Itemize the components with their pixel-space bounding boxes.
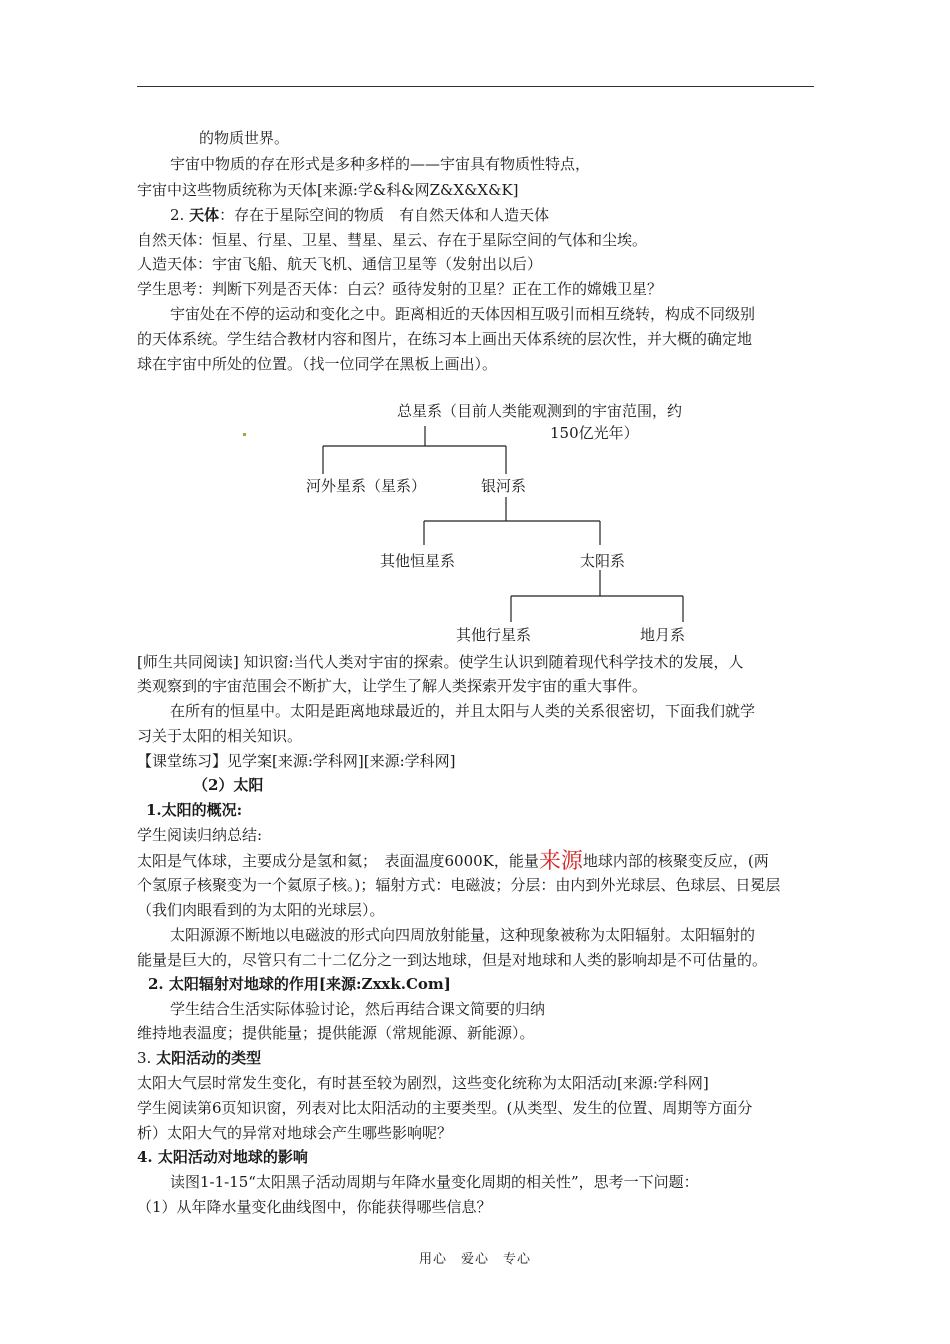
text-line: 【课堂练习】见学案[来源:学科网][来源:学科网]: [137, 752, 456, 770]
text-line: 个氢原子核聚变为一个氦原子核。)；辐射方式：电磁波；分层：由内到外光球层、色球层、日冕层: [137, 876, 781, 894]
text-line: 宇宙处在不停的运动和变化之中。距离相近的天体因相互吸引而相互绕转，构成不同级别: [170, 305, 756, 323]
text-line: 球在宇宙中所处的位置。（找一位同学在黑板上画出）。: [137, 355, 498, 373]
heading-rest: ：存在于星际空间的物质 有自然天体和人造天体: [219, 206, 550, 224]
text-line: 太阳源源不断地以电磁波的形式向四周放射能量，这种现象被称为太阳辐射。太阳辐射的: [170, 926, 756, 944]
text-line: 维持地表温度；提供能量；提供能源（常规能源、新能源）。: [137, 1024, 535, 1042]
section-heading: [137, 1046, 261, 1070]
text-line: （1）从年降水量变化曲线图中，你能获得哪些信息？: [137, 1198, 492, 1216]
red-highlight: 来源: [538, 849, 583, 874]
text-segment: 太阳是气体球，主要成分是氢和氦； 表面温度6000K，能量: [137, 852, 539, 870]
text-line: 的天体系统。学生结合教材内容和图片，在练习本上画出天体系统的层次性，并大概的确定地: [137, 330, 753, 348]
section-heading: 2. 太阳辐射对地球的作用[来源:Zxxk.Com]: [148, 975, 451, 993]
node-supergalaxy-range: 150亿光年）: [550, 424, 639, 442]
text-line: 学生结合生活实际体验讨论，然后再结合课文简要的归纳: [170, 1000, 546, 1018]
section-heading: 4. 太阳活动对地球的影响: [137, 1148, 308, 1166]
text-line: [师生共同阅读] 知识窗:当代人类对宇宙的探索。使学生认识到随着现代科学技术的发展，人: [137, 653, 744, 671]
text-line: 的物质世界。: [199, 129, 290, 147]
section-heading: 1.太阳的概况:: [146, 801, 243, 819]
text-line: （我们肉眼看到的为太阳的光球层）。: [137, 901, 385, 919]
celestial-hierarchy-diagram: [0, 0, 950, 660]
node-other-planetary-systems: 其他行星系: [456, 626, 532, 644]
node-other-star-systems: 其他恒星系: [380, 552, 456, 570]
text-line: 学生阅读第6页知识窗，列表对比太阳活动的主要类型。(从类型、发生的位置、周期等方面分: [137, 1099, 753, 1117]
node-milky-way: 银河系: [481, 477, 527, 495]
text-line: [137, 848, 769, 873]
node-extragalactic: 河外星系（星系）: [306, 477, 427, 495]
node-supergalaxy: 总星系（目前人类能观测到的宇宙范围，约: [397, 402, 683, 420]
text-line: 学生阅读归纳总结:: [137, 826, 263, 844]
text-line: 太阳大气层时常发生变化，有时甚至较为剧烈，这些变化统称为太阳活动[来源:学科网]: [137, 1074, 709, 1092]
text-line: 宇宙中这些物质统称为天体[来源:学&科&网Z&X&X&K]: [137, 181, 519, 199]
text-line: 析）太阳大气的异常对地球会产生哪些影响呢？: [137, 1124, 453, 1142]
text-line: 学生思考：判断下列是否天体：白云？亟待发射的卫星？正在工作的嫦娥卫星？: [137, 280, 663, 298]
node-earth-moon-system: 地月系: [640, 626, 686, 644]
section-heading: （2）太阳: [193, 776, 264, 794]
text-line: 习关于太阳的相关知识。: [137, 727, 303, 745]
heading-term: 太阳活动的类型: [156, 1049, 262, 1067]
heading-term: 天体: [189, 206, 220, 224]
page-footer: 用心 爱心 专心: [418, 1252, 531, 1267]
node-solar-system: 太阳系: [580, 552, 626, 570]
text-line: 能量是巨大的，尽管只有二十二亿分之一到达地球，但是对地球和人类的影响却是不可估量的。: [137, 951, 768, 969]
text-line: 自然天体：恒星、行星、卫星、彗星、星云、存在于星际空间的气体和尘埃。: [137, 231, 648, 249]
text-line: 在所有的恒星中。太阳是距离地球最近的，并且太阳与人类的关系很密切，下面我们就学: [170, 702, 756, 720]
heading-number: 2.: [170, 206, 190, 224]
text-line: 读图1-1-15“太阳黑子活动周期与年降水量变化周期的相关性”，思考一下问题：: [170, 1173, 699, 1191]
text-line: 类观察到的宇宙范围会不断扩大，让学生了解人类探索开发宇宙的重大事件。: [137, 677, 648, 695]
heading-number: 3.: [137, 1049, 157, 1067]
text-line: 人造天体：宇宙飞船、航天飞机、通信卫星等（发射出以后）: [137, 255, 543, 273]
text-segment: 地球内部的核聚变反应，(两: [582, 852, 769, 870]
text-line: 宇宙中物质的存在形式是多种多样的——宇宙具有物质性特点，: [170, 155, 591, 173]
